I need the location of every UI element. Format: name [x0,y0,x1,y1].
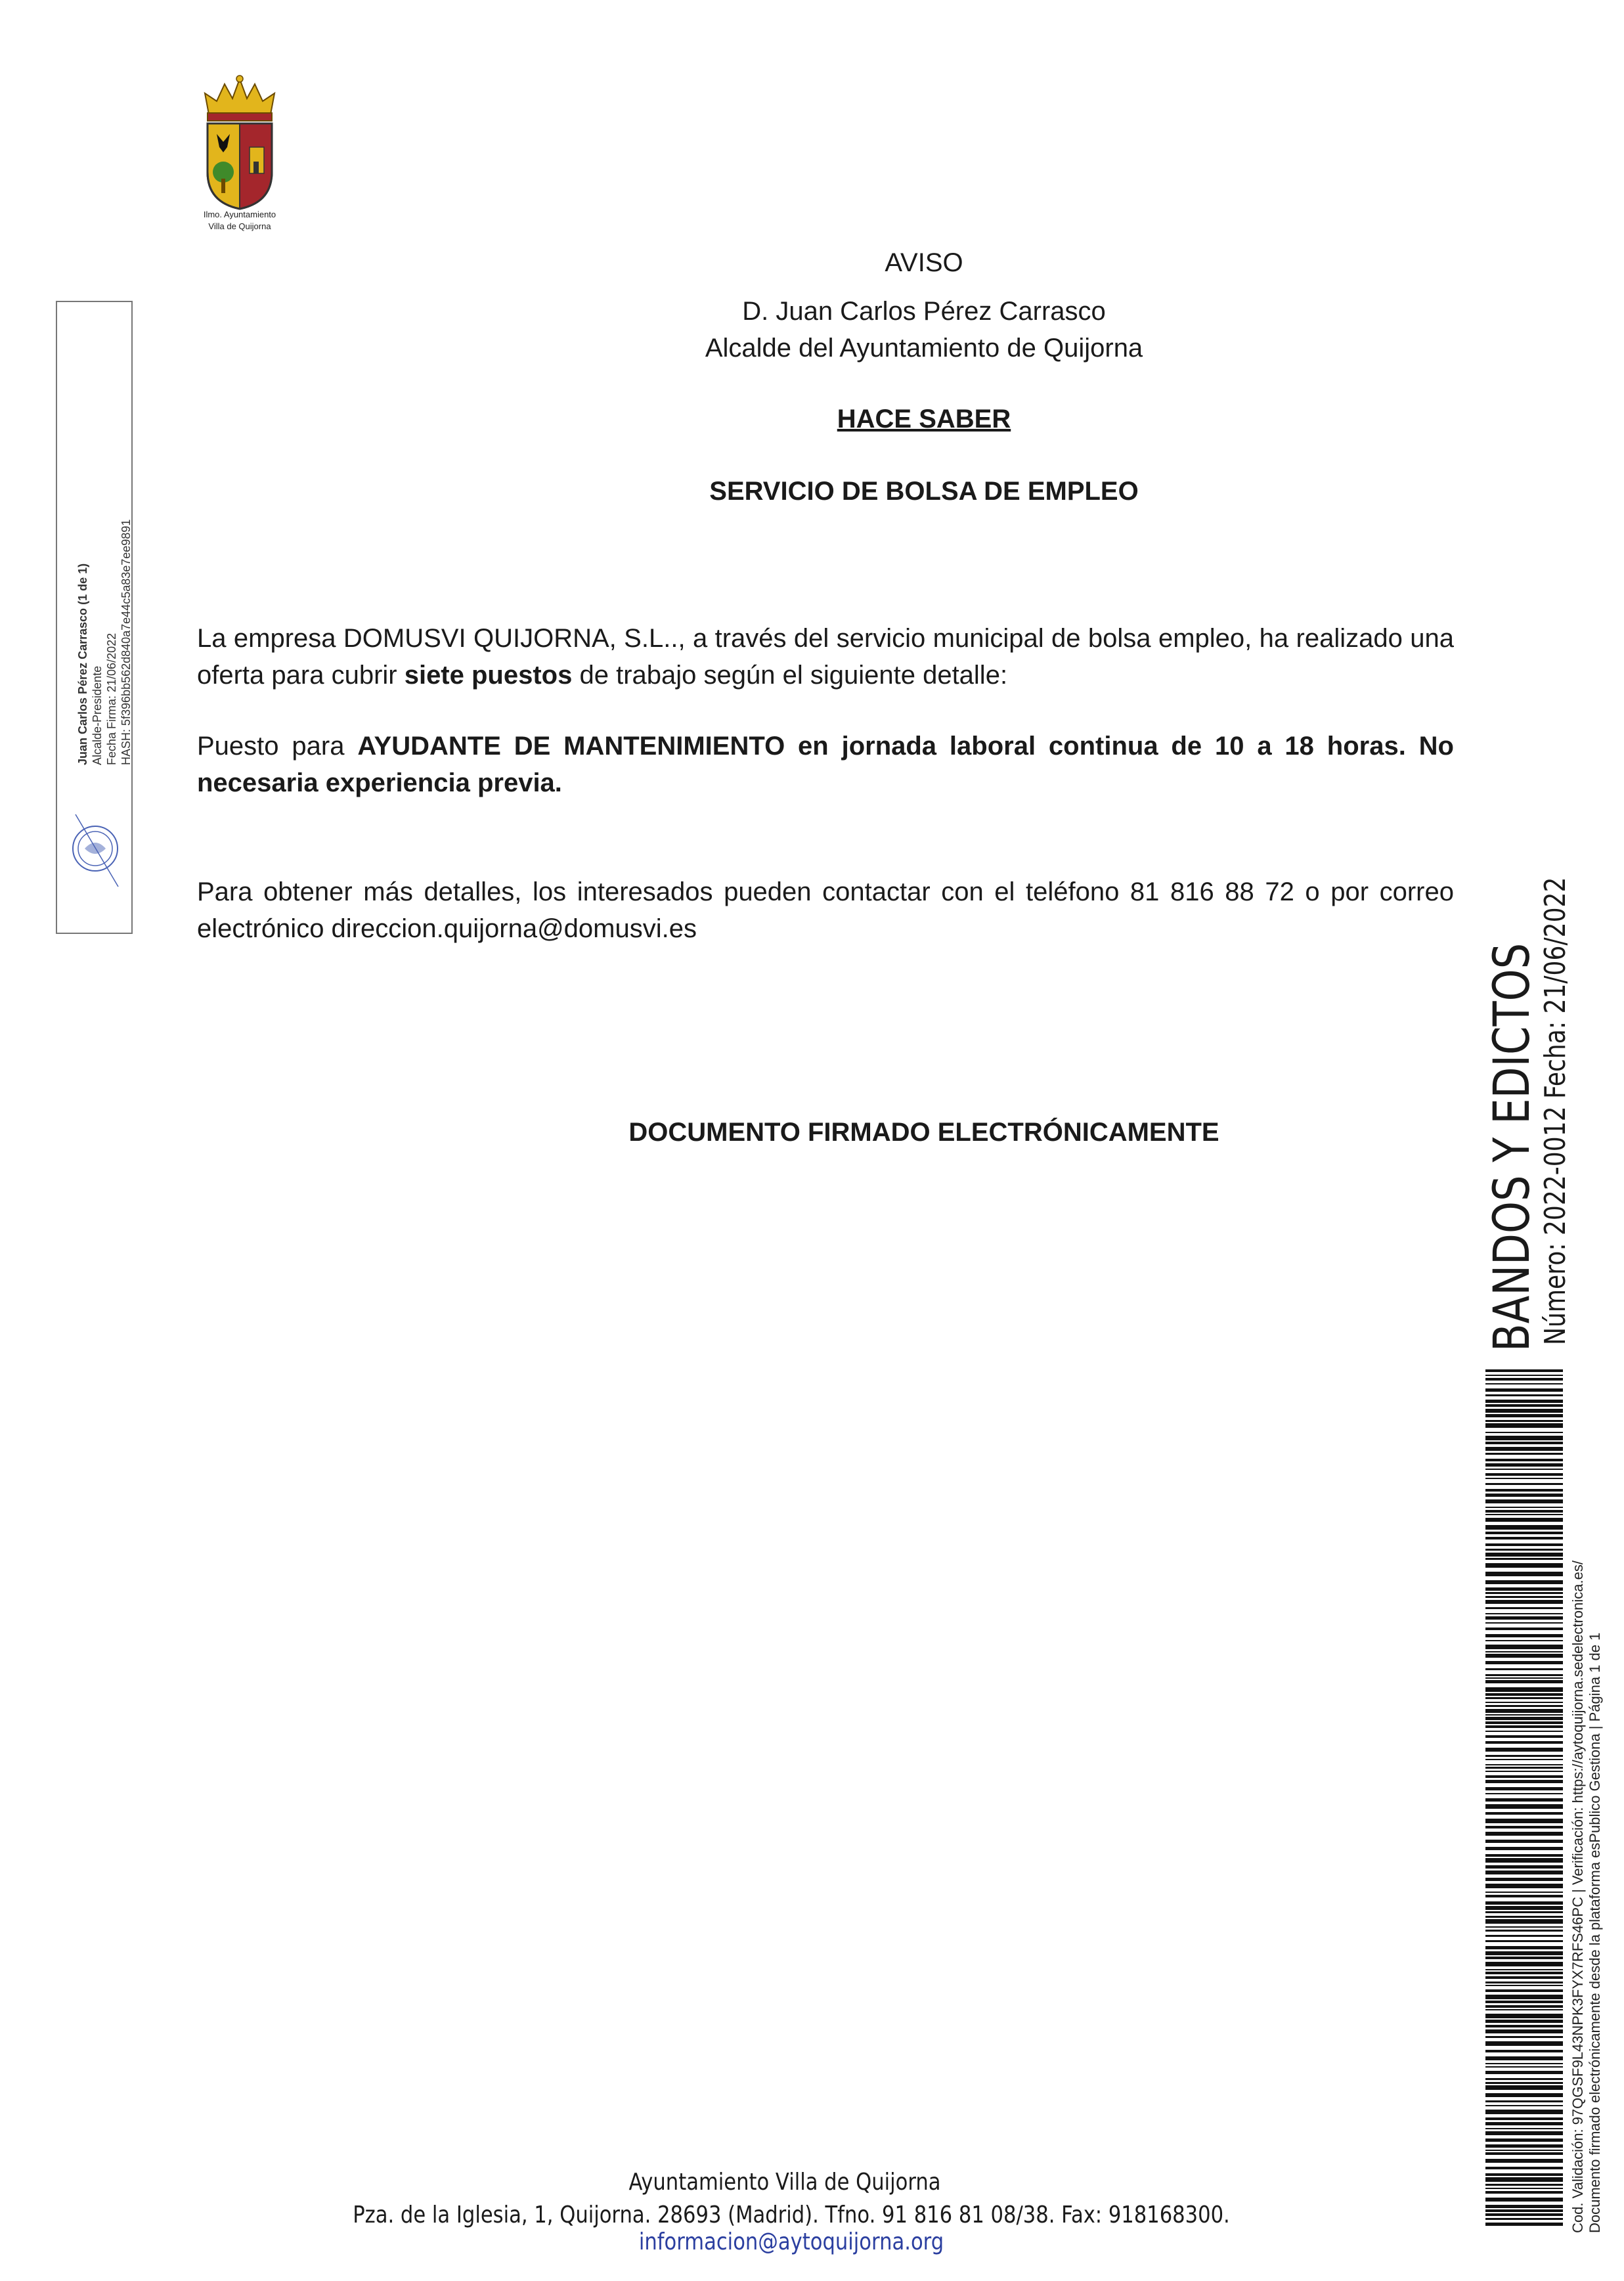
barcode-bar [1485,1596,1563,1598]
validation-code-line1: Cod. Validación: 97QGSF9L43NPK3FYX7RFS46PC | Verificación: https://aytoquijorna.sedelectronica.es/ [1569,1561,1586,2233]
barcode-bar [1485,1558,1563,1560]
barcode-bar [1485,1780,1563,1783]
barcode-bar [1485,2150,1563,2151]
barcode-bar [1485,1432,1563,1433]
barcode-bar [1485,1741,1563,1744]
barcode-bar [1485,2213,1563,2216]
barcode-bar [1485,1962,1563,1966]
barcode-bar [1485,2063,1563,2064]
barcode-bar [1485,1634,1563,1637]
barcode-bar [1485,1645,1563,1649]
barcode-bar [1485,1969,1563,1970]
signature-hash: HASH: 5f396bb562d840a7e44c5a83e7ee9891 [120,519,133,765]
barcode-bar [1485,1895,1563,1897]
barcode-bar [1485,1400,1563,1403]
barcode-bar [1485,1976,1563,1979]
barcode-bar [1485,1383,1563,1384]
barcode-bar [1485,1628,1563,1630]
barcode-bar [1485,1832,1563,1836]
coat-of-arms-logo [197,74,282,211]
signature-signer: Juan Carlos Pérez Carrasco (1 de 1) [76,563,89,765]
validation-code-line2: Documento firmado electrónicamente desde la plataforma esPublico Gestiona | Página 1 de 1 [1587,1632,1603,2233]
paragraph-contact: Para obtener más detalles, los interesados pueden contactar con el teléfono 81 816 88 72 o por correo electrónico direccion.quijorna@domusvi.es [197,877,1454,943]
barcode-bar [1485,2122,1563,2125]
barcode-bar [1485,1453,1563,1455]
barcode-bar [1485,2041,1563,2046]
notice-heading: AVISO [885,248,963,277]
barcode-bar [1485,1478,1563,1479]
signature-role: Alcalde-Presidente [91,665,104,765]
barcode-bar [1485,1543,1563,1546]
barcode-bar [1485,1369,1563,1372]
barcode-bar [1485,2218,1563,2220]
barcode-bar [1485,1394,1563,1396]
barcode-bar [1485,1957,1563,1959]
barcode-bar [1485,1847,1563,1850]
barcode-bar [1485,1499,1563,1503]
footer-organization: Ayuntamiento Villa de Quijorna [628,2169,941,2196]
barcode-bar [1485,1489,1563,1492]
barcode-bar [1485,1871,1563,1874]
paragraph-offer-text-a: La empresa DOMUSVI QUIJORNA, S.L.., a través del servicio municipal de bolsa empleo, ha realizado una oferta para cubrir [197,624,1454,690]
barcode-bar [1485,2082,1563,2084]
barcode-bar [1485,1378,1563,1381]
barcode-bar [1485,2110,1563,2114]
barcode-bar [1485,2209,1563,2212]
barcode-bar [1485,1469,1563,1470]
barcode-bar [1485,1930,1563,1932]
barcode-bar [1485,1592,1563,1594]
barcode-bar [1485,2128,1563,2129]
barcode-bar [1485,1668,1563,1670]
barcode-bar [1485,1717,1563,1720]
barcode-bar [1485,1600,1563,1604]
barcode-bar [1485,2198,1563,2202]
barcode-bar [1485,1680,1563,1683]
barcode-bar [1485,2085,1563,2090]
barcode-bar [1485,2131,1563,2135]
barcode-bar [1485,2005,1563,2008]
barcode-bar [1485,2078,1563,2080]
barcode-bar [1485,1884,1563,1888]
barcode-bar [1485,2020,1563,2023]
barcode-bar [1485,1409,1563,1413]
barcode-bar [1485,1510,1563,1513]
barcode-bar [1485,1702,1563,1703]
barcode-bar [1485,2014,1563,2018]
barcode-bar [1485,1901,1563,1905]
barcode-bar [1485,1854,1563,1857]
barcode-bar [1485,1771,1563,1772]
barcode-bar [1485,1442,1563,1444]
barcode-bar [1485,1388,1563,1392]
register-type-label: BANDOS Y EDICTOS [1482,942,1541,1352]
barcode-bar [1485,2117,1563,2120]
paragraph-offer-text-c: de trabajo según el siguiente detalle: [572,661,1008,690]
barcode-bar [1485,1607,1563,1609]
barcode-bar [1485,2152,1563,2155]
barcode-bar [1485,1532,1563,1534]
barcode-bar [1485,1705,1563,1707]
barcode-bar [1485,1572,1563,1576]
barcode-bar [1485,1423,1563,1428]
barcode-bar [1485,1725,1563,1728]
barcode-bar [1485,1812,1563,1815]
barcode-bar [1485,1865,1563,1869]
barcode-bar [1485,1775,1563,1778]
barcode-bar [1485,1518,1563,1522]
barcode-bar [1485,2050,1563,2052]
barcode-bar [1485,1926,1563,1928]
barcode-bar [1485,1549,1563,1551]
barcode-bar [1485,2205,1563,2208]
barcode-bar [1485,1447,1563,1451]
barcode-bar [1485,2009,1563,2010]
barcode-bar [1485,1640,1563,1641]
hace-saber-heading: HACE SABER [837,405,1011,433]
barcode-bar [1485,1819,1563,1823]
barcode-bar [1485,1906,1563,1910]
barcode-icon [1485,1369,1563,2226]
barcode-bar [1485,1764,1563,1765]
barcode-bar [1485,1935,1563,1937]
paragraph-position [197,728,1454,801]
barcode-bar [1485,1731,1563,1732]
barcode-bar [1485,1985,1563,1986]
barcode-bar [1485,1674,1563,1676]
barcode-bar [1485,1951,1563,1955]
barcode-bar [1485,1622,1563,1624]
barcode-bar [1485,2025,1563,2027]
barcode-bar [1485,1613,1563,1614]
barcode-bar [1485,1878,1563,1881]
paragraph-offer-bold: siete puestos [404,661,573,690]
barcode-bar [1485,1748,1563,1752]
barcode-bar [1485,2159,1563,2163]
barcode-bar [1485,1972,1563,1974]
footer-address [208,2202,1375,2255]
barcode-bar [1485,1563,1563,1568]
barcode-bar [1485,1919,1563,1924]
barcode-bar [1485,2167,1563,2169]
barcode-bar [1485,1982,1563,1983]
barcode-bar [1485,1755,1563,1757]
barcode-bar [1485,1793,1563,1794]
barcode-bar [1485,1375,1563,1376]
barcode-bar [1485,1436,1563,1440]
barcode-bar [1485,1721,1563,1724]
barcode-bar [1485,1463,1563,1467]
barcode-bar [1485,1858,1563,1863]
coat-of-arms-icon [197,74,282,211]
barcode-bar [1485,2066,1563,2068]
logo-caption-line1: Ilmo. Ayuntamiento [203,210,276,219]
register-number-date: Número: 2022-0012 Fecha: 21/06/2022 [1539,877,1572,1345]
barcode-bar [1485,2001,1563,2003]
signature-box [56,301,133,934]
signature-date: Fecha Firma: 21/06/2022 [105,632,118,765]
barcode-bar [1485,2056,1563,2060]
barcode-bar [1485,1840,1563,1843]
barcode-bar [1485,1995,1563,1999]
barcode-bar [1485,1651,1563,1652]
barcode-bar [1485,2191,1563,2194]
barcode-bar [1485,1804,1563,1809]
barcode-bar [1485,1553,1563,1557]
barcode-bar [1485,1677,1563,1679]
barcode-bar [1485,1580,1563,1584]
barcode-bar [1485,1989,1563,1992]
barcode-bar [1485,2100,1563,2102]
barcode-bar [1485,1916,1563,1918]
paragraph-position-text: Puesto para [197,732,358,761]
footer-address-text: Pza. de la Iglesia, 1, Quijorna. 28693 (Madrid). Tfno. 91 816 81 08/38. Fax: 918168300. [353,2202,1230,2228]
barcode-bar [1485,1514,1563,1515]
barcode-bar [1485,1414,1563,1417]
barcode-bar [1485,2071,1563,2074]
barcode-bar [1485,1404,1563,1407]
barcode-bar [1485,1767,1563,1769]
barcode-bar [1485,2029,1563,2033]
barcode-bar [1485,2144,1563,2148]
logo-caption [185,209,294,233]
barcode-bar [1485,1687,1563,1692]
barcode-bar [1485,2036,1563,2038]
barcode-bar [1485,1616,1563,1620]
barcode-bar [1485,1525,1563,1530]
barcode-bar [1485,1892,1563,1893]
barcode-bar [1485,1587,1563,1591]
footer-email-link[interactable]: informacion@aytoquijorna.org [638,2228,944,2255]
barcode-bar [1485,1507,1563,1508]
paragraph-offer [197,620,1454,694]
barcode-bar [1485,1420,1563,1422]
barcode-bar [1485,1735,1563,1738]
barcode-bar [1485,2173,1563,2176]
paragraph-position-bold: AYUDANTE DE MANTENIMIENTO en jornada laboral continua de 10 a 18 horas. No necesaria experiencia previa. [197,732,1454,797]
signed-document-notice: DOCUMENTO FIRMADO ELECTRÓNICAMENTE [628,1118,1219,1147]
barcode-bar [1485,1661,1563,1664]
barcode-bar [1485,1654,1563,1658]
validation-code-block [1569,1561,1604,2233]
barcode-bar [1485,1693,1563,1696]
barcode-bar [1485,2105,1563,2106]
barcode-bar [1485,2093,1563,2097]
barcode-bar [1485,1473,1563,1476]
barcode-bar [1485,2138,1563,2142]
barcode-bar [1485,1940,1563,1942]
barcode-bar [1485,2188,1563,2189]
service-title: SERVICIO DE BOLSA DE EMPLEO [709,477,1139,506]
barcode-bar [1485,1826,1563,1828]
mayor-name: D. Juan Carlos Pérez Carrasco [742,297,1106,326]
barcode-bar [1485,1759,1563,1760]
barcode-bar [1485,2184,1563,2186]
barcode-bar [1485,1787,1563,1790]
barcode-bar [1485,2223,1563,2226]
barcode-bar [1485,1911,1563,1913]
barcode-bar [1485,1459,1563,1461]
signature-stamp-icon [62,808,128,893]
barcode-bar [1485,1946,1563,1949]
signature-text [76,397,133,765]
barcode-bar [1485,1714,1563,1716]
barcode-bar [1485,1494,1563,1497]
barcode-bar [1485,1709,1563,1713]
barcode-bar [1485,1483,1563,1485]
logo-caption-line2: Villa de Quijorna [208,221,271,231]
barcode-bar [1485,2177,1563,2182]
mayor-role: Alcalde del Ayuntamiento de Quijorna [705,334,1143,363]
barcode-bar [1485,1798,1563,1802]
barcode-bar [1485,1697,1563,1699]
barcode-bar [1485,1537,1563,1539]
